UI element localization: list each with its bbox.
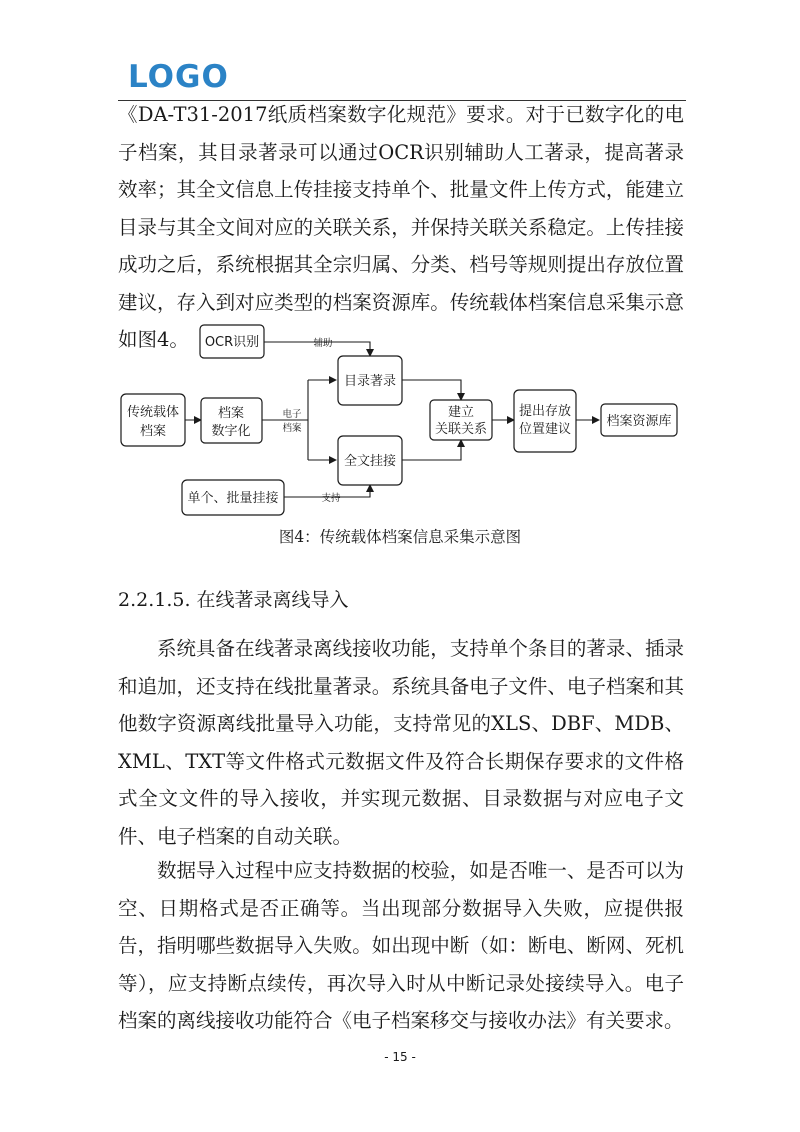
- node-batch-label: 单个、批量挂接: [187, 491, 279, 506]
- flow-diagram: [0, 0, 800, 560]
- node-catalog-label: 目录著录: [343, 374, 397, 389]
- edge-label-assist: 辅助: [313, 338, 333, 349]
- node-batch: [182, 480, 284, 515]
- edge-fulltext-to-link: [402, 440, 461, 460]
- node-link-line1: 建立: [447, 405, 475, 420]
- page-number: - 15 -: [384, 1050, 416, 1064]
- node-ocr-label: OCR识别: [204, 335, 260, 350]
- edge-catalog-to-link: [402, 380, 461, 400]
- node-catalog: [338, 356, 402, 405]
- node-traditional-line2: 档案: [139, 424, 167, 439]
- node-traditional: [121, 394, 185, 446]
- node-fulltext: [338, 436, 402, 485]
- section-heading: 2.2.1.5. 在线著录离线导入: [118, 589, 349, 611]
- edge-label-electronic: 电子: [282, 409, 302, 420]
- node-digitize: [201, 398, 262, 443]
- node-traditional-line1: 传统载体: [126, 405, 180, 420]
- node-ocr: [200, 325, 264, 358]
- node-link: [430, 400, 492, 440]
- logo: LOGO: [128, 59, 229, 95]
- node-fulltext-label: 全文挂接: [343, 454, 397, 469]
- section-paragraph-2: 数据导入过程中应支持数据的校验，如是否唯一、是否可以为空、日期格式是否正确等。当出现部分数据导入失败，应提供报告，指明哪些数据导入失败。如出现中断（如：断电、断网、死机等），应支持断点续传，再次导入时从中断记录处接续导入。电子档案的离线接收功能符合《电子档案移交与接收办法》有关要求。: [118, 859, 684, 1032]
- node-link-line2: 关联关系: [434, 422, 488, 437]
- node-suggest: [514, 390, 576, 452]
- section-paragraph-1: 系统具备在线著录离线接收功能，支持单个条目的著录、插录和追加，还支持在线批量著录。系统具备电子文件、电子档案和其他数字资源离线批量导入功能，支持常见的XLS、DBF、MDB、XML、TXT等文件格式元数据文件及符合长期保存要求的文件格式全文文件的导入接收，并实现元数据、目录数据与对应电子文件、电子档案的自动关联。: [118, 637, 684, 848]
- node-repository-label: 档案资源库: [606, 414, 672, 429]
- node-digitize-line2: 数字化: [211, 424, 251, 439]
- node-digitize-line1: 档案: [217, 406, 245, 421]
- figure-caption: 图4：传统载体档案信息采集示意图: [278, 528, 522, 546]
- node-suggest-line2: 位置建议: [518, 422, 572, 437]
- node-repository: [601, 404, 677, 436]
- intro-paragraph: 《DA-T31-2017纸质档案数字化规范》要求。对于已数字化的电子档案，其目录著录可以通过OCR识别辅助人工著录，提高著录效率；其全文信息上传挂接支持单个、批量文件上传方式，能建立目录与其全文间对应的关联关系，并保持关联关系稳定。上传挂接成功之后，系统根据其全宗归属、分类、档号等规则提出存放位置建议，存入到对应类型的档案资源库。传统载体档案信息采集示意如图4。: [118, 103, 684, 351]
- edge-label-support: 支持: [321, 493, 341, 504]
- node-suggest-line1: 提出存放: [518, 404, 572, 419]
- edge-label-archive: 档案: [282, 423, 302, 434]
